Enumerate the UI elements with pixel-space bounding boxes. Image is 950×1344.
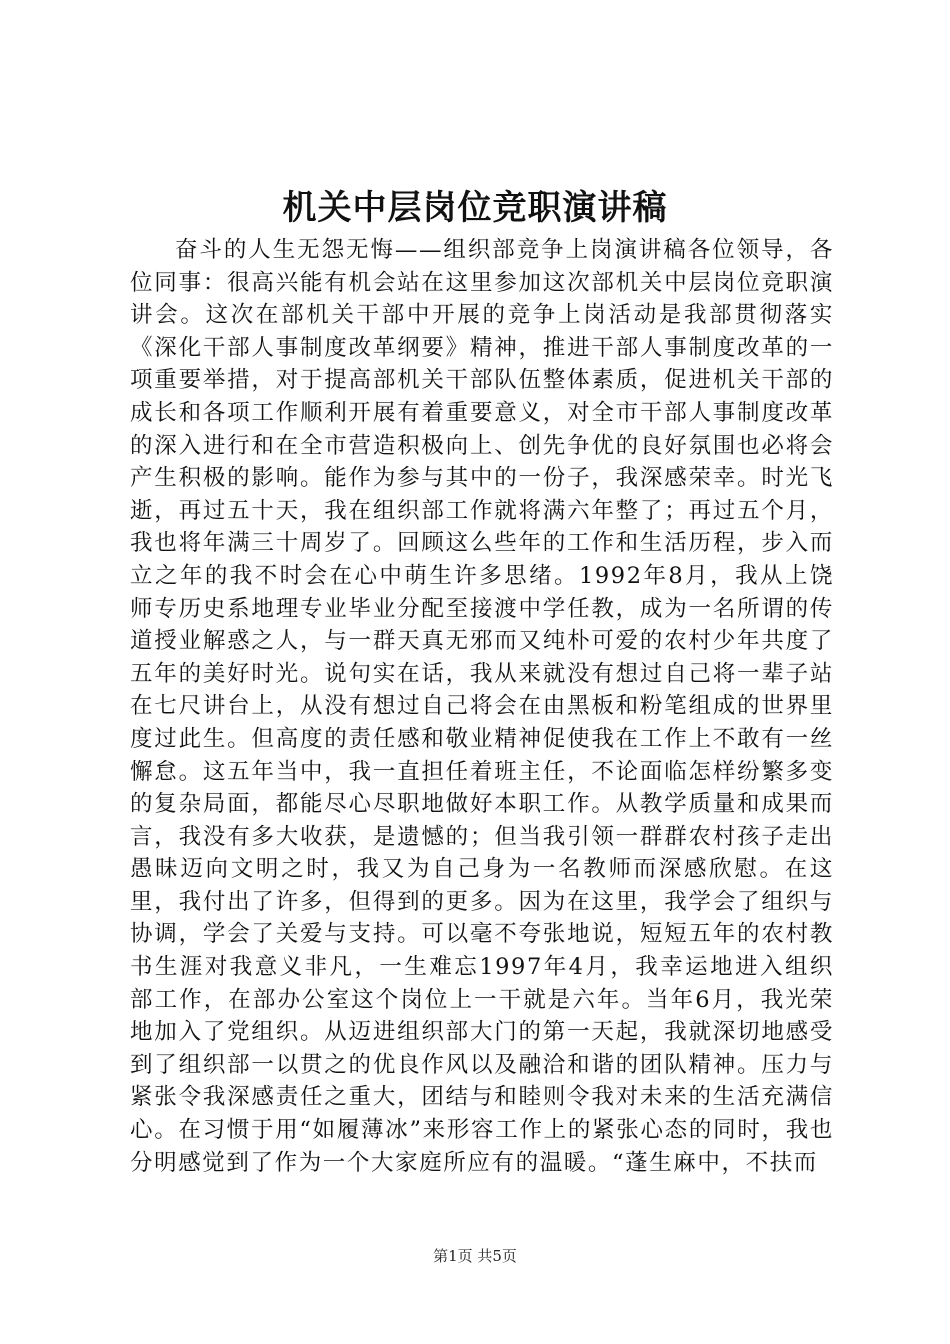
document-title: 机关中层岗位竞职演讲稿 — [282, 188, 668, 228]
document-body: 奋斗的人生无怨无悔——组织部竞争上岗演讲稿各位领导，各位同事：很高兴能有机会站在这里参加这次部机关中层岗位竞职演讲会。这次在部机关干部中开展的竞争上岗活动是我部贯彻落实《深化干部人事制度改革纲要》精神，推进干部人事制度改革的一项重要举措，对于提高部机关干部队伍整体素质，促进机关干部的成长和各项工作顺利开展有着重要意义，对全市干部人事制度改革的深入进行和在全市营造积极向上、创先争优的良好氛围也必将会产生积极的影响。能作为参与其中的一份子，我深感荣幸。时光飞逝，再过五十天，我在组织部工作就将满六年整了；再过五个月，我也将年满三十周岁了。回顾这么些年的工作和生活历程，步入而立之年的我不时会在心中萌生许多思绪。1992年8月，我从上饶师专历史系地理专业毕业分配至接渡中学任教，成为一名所谓的传道授业解惑之人，与一群天真无邪而又纯朴可爱的农村少年共度了五年的美好时光。说句实在话，我从来就没有想过自己将一辈子站在七尺讲台上，从没有想过自己将会在由黑板和粉笔组成的世界里度过此生。但高度的责任感和敬业精神促使我在工作上不敢有一丝懈怠。这五年当中，我一直担任着班主任，不论面临怎样纷繁多变的复杂局面，都能尽心尽职地做好本职工作。从教学质量和成果而言，我没有多大收获，是遗憾的；但当我引领一群群农村孩子走出愚昧迈向文明之时，我又为自己身为一名教师而深感欣慰。在这里，我付出了许多，但得到的更多。因为在这里，我学会了组织与协调，学会了关爱与支持。可以毫不夸张地说，短短五年的农村教书生涯对我意义非凡，一生难忘1997年4月，我幸运地进入组织部工作，在部办公室这个岗位上一干就是六年。当年6月，我光荣地加入了党组织。从迈进组织部大门的第一天起，我就深切地感受到了组织部一以贯之的优良作风以及融洽和谐的团队精神。压力与紧张令我深感责任之重大，团结与和睦则令我对未来的生活充满信心。在习惯于用“如履薄冰”来形容工作上的紧张心态的同时，我也分明感觉到了作为一个大家庭所应有的温暖。“蓬生麻中，不扶而 — [130, 237, 834, 1176]
page-footer: 第1页 共5页 — [433, 1247, 517, 1265]
